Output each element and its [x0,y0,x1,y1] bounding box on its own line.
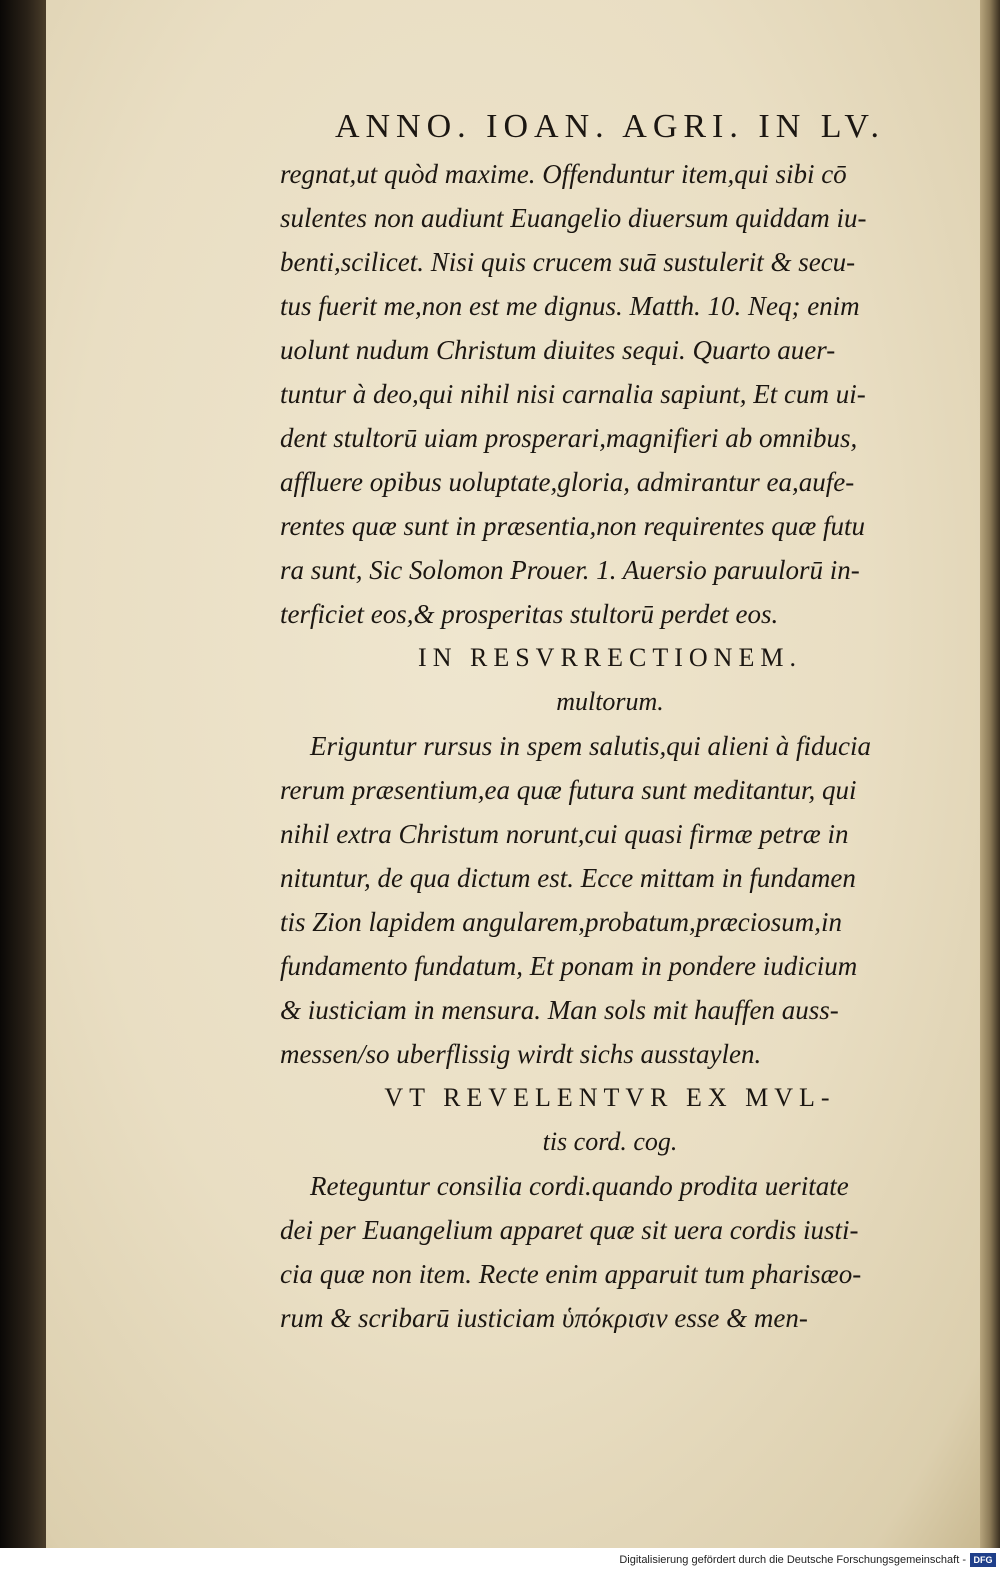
text-line: Eriguntur rursus in spem salutis,qui alieni à fiducia [310,731,872,761]
text-line: tis Zion lapidem angularem,probatum,præciosum,in [280,907,843,937]
text-line: uolunt nudum Christum diuites sequi. Quarto auer- [280,335,836,365]
book-binding [0,0,46,1548]
footer-bar [0,1548,1000,1576]
paragraph-1 [280,152,940,636]
text-line: rentes quæ sunt in præsentia,non requirentes quæ futu [280,511,865,541]
section-subheading: multorum. [556,687,664,716]
text-line: cia quæ non item. Recte enim apparuit tum pharisæo- [280,1259,862,1289]
text-line: sulentes non audiunt Euangelio diuersum quiddam iu- [280,203,867,233]
section-heading: IN RESVRRECTIONEM. [418,643,802,672]
text-line: nihil extra Christum norunt,cui quasi firmæ petræ in [280,819,849,849]
section-subheading: tis cord. cog. [542,1127,678,1156]
text-line: rum & scribarū iusticiam ὑπόκρισιν esse & men- [280,1303,808,1333]
text-line: affluere opibus uoluptate,gloria, admirantur ea,aufe- [280,467,855,497]
text-line: messen/so uberflissig wirdt sichs ausstaylen. [280,1039,762,1069]
paragraph-3 [280,1164,940,1340]
text-line: Reteguntur consilia cordi.quando prodita ueritate [310,1171,849,1201]
text-line: nituntur, de qua dictum est. Ecce mittam in fundamen [280,863,856,893]
text-line: terficiet eos,& prosperitas stultorū perdet eos. [280,599,779,629]
text-line: fundamento fundatum, Et ponam in pondere iudicium [280,951,858,981]
text-line: rerum præsentium,ea quæ futura sunt meditantur, qui [280,775,857,805]
text-block [280,104,940,1340]
text-line: dei per Euangelium apparet quæ sit uera cordis iusti- [280,1215,859,1245]
paragraph-2 [280,724,940,1076]
text-line: ra sunt, Sic Solomon Prouer. 1. Auersio paruulorū in- [280,555,860,585]
section-heading: VT REVELENTVR EX MVL- [384,1083,836,1112]
page-edge [980,0,1000,1548]
text-line: tus fuerit me,non est me dignus. Matth. 10. Neq; enim [280,291,860,321]
text-line: dent stultorū uiam prosperari,magnifieri ab omnibus, [280,423,858,453]
funding-credit: Digitalisierung gefördert durch die Deutsche Forschungsgemeinschaft - [619,1554,966,1566]
running-head: ANNO. IOAN. AGRI. IN LV. [334,108,886,145]
text-line: tuntur à deo,qui nihil nisi carnalia sapiunt, Et cum ui- [280,379,866,409]
text-line: regnat,ut quòd maxime. Offenduntur item,qui sibi cō [280,159,847,189]
text-line: & iusticiam in mensura. Man sols mit hauffen auss- [280,995,839,1025]
text-line: benti,scilicet. Nisi quis crucem suā sustulerit & secu- [280,247,856,277]
dfg-logo: DFG [970,1553,996,1567]
